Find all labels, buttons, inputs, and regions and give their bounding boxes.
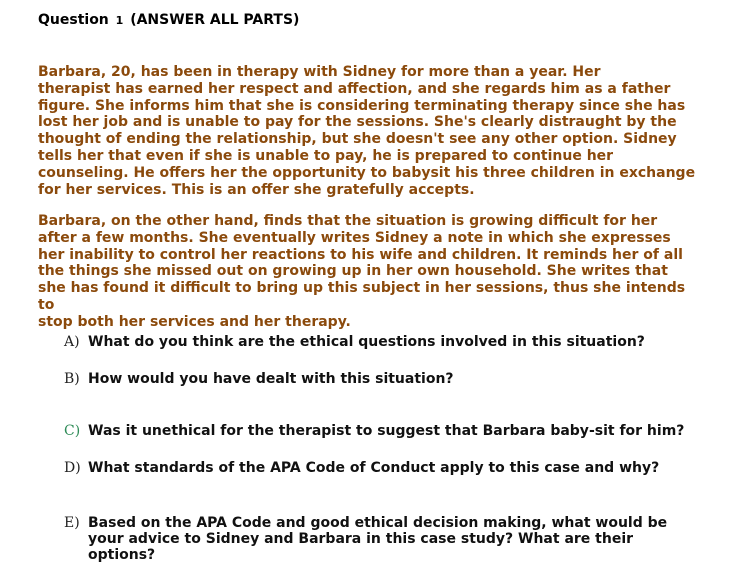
question-heading (38, 12, 299, 28)
part-c (64, 423, 704, 440)
part-a-text: What do you think are the ethical questions involved in this situation? (88, 334, 645, 350)
part-c-letter: C) (64, 423, 81, 439)
case-paragraph-2: Barbara, on the other hand, finds that the situation is growing difficult for her after a few months. She eventually writes Sidney a note in which she expresses her inability to control her reactions to his wife and children. It reminds her of all the things she missed out on growing up in her own household. She writes that she has found it difficult to bring up this subject in her sessions, thus she intends to stop both her services and her therapy. (38, 213, 686, 330)
part-b-letter: B) (64, 371, 80, 387)
case-paragraph-1: Barbara, 20, has been in therapy with Sidney for more than a year. Her therapist has earned her respect and affection, and she regards him as a father figure. She informs him that she is considering terminating therapy since she has lost her job and is unable to pay for the sessions. She's clearly distraught by the thought of ending the relationship, but she doesn't see any other option. Sidney tells her that even if she is unable to pay, he is prepared to continue her counseling. He offers her the opportunity to babysit his three children in exchange for her services. This is an offer she gratefully accepts. (38, 64, 696, 198)
question-label: Question (38, 12, 109, 28)
part-a-letter: A) (64, 334, 80, 350)
question-instruction: (ANSWER ALL PARTS) (130, 12, 300, 28)
part-b-text: How would you have dealt with this situation? (88, 371, 454, 387)
part-d (64, 460, 704, 477)
part-e (64, 515, 704, 563)
part-d-text: What standards of the APA Code of Conduct apply to this case and why? (88, 460, 660, 476)
part-a (64, 334, 704, 351)
part-e-text: Based on the APA Code and good ethical decision making, what would be your advice to Sidney and Barbara in this case study? What are their options? (88, 515, 668, 563)
part-b (64, 371, 704, 388)
part-d-letter: D) (64, 460, 81, 476)
question-number: 1 (115, 14, 124, 27)
part-c-text: Was it unethical for the therapist to suggest that Barbara baby-sit for him? (88, 423, 685, 439)
part-e-letter: E) (64, 515, 80, 531)
